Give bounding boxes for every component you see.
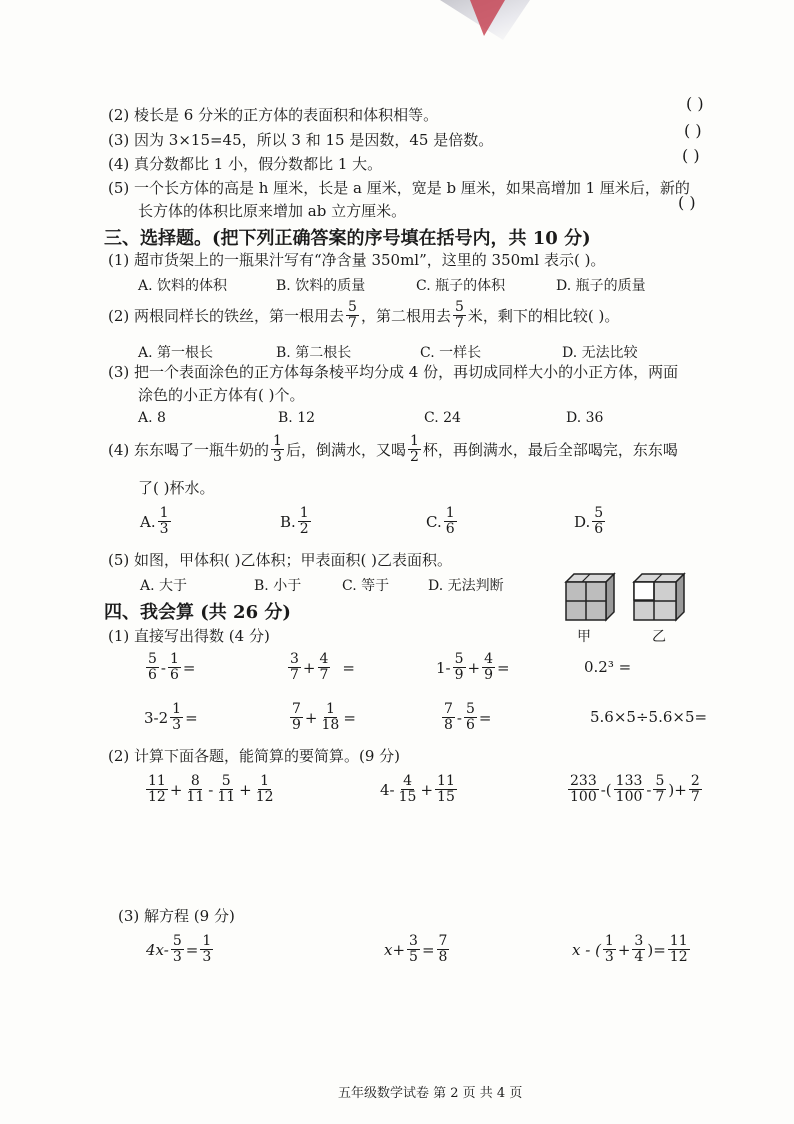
opt-label: A.	[140, 512, 156, 531]
choice-q5-opt-a[interactable]: A. 大于	[140, 578, 188, 594]
fraction: $\frac{7}{8}$	[438, 933, 448, 965]
choice-q2-frac-1: $\frac{5}{7}$	[348, 299, 357, 331]
fraction: $\frac{7}{9}$	[292, 701, 301, 733]
choice-q4-text-c: 杯，再倒满水，最后全部喝完，东东喝	[422, 441, 678, 459]
fraction: $\frac{1}{12}$	[255, 773, 274, 805]
figure-label-yi: 乙	[652, 629, 666, 645]
fraction: $\frac{1}{3}$	[604, 933, 614, 965]
choice-q3-opt-a[interactable]: A. 8	[138, 410, 166, 426]
fraction: $\frac{5}{7}$	[655, 773, 665, 805]
choice-q5-opt-d[interactable]: D. 无法判断	[428, 578, 504, 594]
fraction: $\frac{133}{100}$	[615, 773, 643, 805]
fraction: $\frac{3}{5}$	[409, 933, 418, 965]
fraction: $\frac{2}{7}$	[690, 773, 700, 805]
cube-yi-icon	[634, 574, 684, 620]
calc-heading: 四、我会算 (共 26 分)	[104, 602, 291, 623]
judge-q5-line1: (5) 一个长方体的高是 h 厘米，长是 a 厘米，宽是 b 厘米，如果高增加 1 厘米后，新的	[108, 179, 690, 197]
fraction: $\frac{5}{11}$	[217, 773, 236, 805]
fraction: $\frac{1}{3}$	[202, 933, 212, 965]
judge-q4-answer[interactable]: ( )	[682, 146, 700, 165]
judge-q5-answer[interactable]: ( )	[678, 193, 696, 212]
calc2-q3: $\frac{233}{100}$ -( $\frac{133}{100}$ - $\frac{5}{7}$ ) + $\frac{2}{7}$	[570, 773, 700, 805]
fraction: $\frac{7}{8}$	[444, 701, 453, 733]
choice-q5-opt-b[interactable]: B. 小于	[254, 578, 302, 594]
page-footer: 五年级数学试卷 第 2 页 共 4 页	[338, 1086, 523, 1101]
calc2-q2: 4- $\frac{4}{15}$ + $\frac{11}{15}$	[380, 773, 455, 805]
option-fraction: $\frac{1}{2}$	[299, 505, 309, 537]
calc-r1c4: 0.2³ =	[584, 658, 632, 676]
choice-q4-text-a: (4) 东东喝了一瓶牛奶的	[108, 441, 270, 459]
choice-q2-opt-d[interactable]: D. 无法比较	[562, 345, 638, 361]
choice-q1-opt-a[interactable]: A. 饮料的体积	[138, 278, 228, 294]
cube-jia-icon	[566, 574, 614, 620]
calc-r1c1: $\frac{5}{6}$ - $\frac{1}{6}$ =	[148, 651, 196, 683]
choice-q4-opt-c[interactable]	[426, 506, 459, 537]
fraction: $\frac{11}{12}$	[148, 773, 166, 805]
choice-q3-line1: (3) 把一个表面涂色的正方体每条棱平均分成 4 份，再切成同样大小的小正方体，两面	[108, 363, 679, 381]
calc-r2c4: 5.6×5÷5.6×5=	[590, 708, 708, 726]
choice-q3-opt-c[interactable]: C. 24	[424, 410, 461, 426]
equation-3: x - ( $\frac{1}{3}$ + $\frac{3}{4}$ ) = $\frac{11}{12}$	[572, 933, 688, 965]
choice-q1: (1) 超市货架上的一瓶果汁写有“净含量 350ml”，这里的 350ml 表示( )。	[108, 251, 606, 269]
choice-q4	[108, 434, 678, 465]
choice-q3-line2: 涂色的小正方体有( )个。	[138, 386, 305, 404]
calc2-q1: $\frac{11}{12}$ + $\frac{8}{11}$ - $\frac{5}{11}$ + $\frac{1}{12}$	[148, 773, 274, 805]
choice-q2-text-c: 米，剩下的相比较( )。	[467, 307, 620, 325]
calc-sub3: (3) 解方程 (9 分)	[118, 907, 235, 925]
judge-q3-answer[interactable]: ( )	[684, 121, 702, 140]
option-fraction: $\frac{1}{3}$	[159, 505, 169, 537]
choice-q4-frac-2: $\frac{1}{2}$	[409, 433, 419, 465]
fraction: $\frac{5}{3}$	[172, 933, 182, 965]
opt-label: D.	[574, 512, 591, 531]
fraction: $\frac{11}{15}$	[437, 773, 455, 805]
fraction: $\frac{8}{11}$	[186, 773, 205, 805]
opt-label: C.	[426, 512, 442, 531]
calc-r1c2: $\frac{3}{7}$ + $\frac{4}{7}$ =	[290, 651, 355, 683]
choice-q1-opt-b[interactable]: B. 饮料的质量	[276, 278, 366, 294]
choice-q1-opt-c[interactable]: C. 瓶子的体积	[416, 278, 506, 294]
choice-q2-text-b: ，第二根用去	[360, 307, 451, 325]
equation-1: 4x- $\frac{5}{3}$ = $\frac{1}{3}$	[146, 933, 212, 965]
opt-label: B.	[280, 512, 296, 531]
choice-q4-opt-b[interactable]	[280, 506, 313, 537]
option-fraction: $\frac{5}{6}$	[594, 505, 604, 537]
calc-sub2: (2) 计算下面各题，能简算的要简算。(9 分)	[108, 747, 401, 765]
choice-q3-opt-d[interactable]: D. 36	[566, 410, 604, 426]
judge-q2: (2) 棱长是 6 分米的正方体的表面积和体积相等。	[108, 106, 439, 124]
choice-q5-opt-c[interactable]: C. 等于	[342, 578, 390, 594]
calc-r2c1: 3-2 $\frac{1}{3}$ =	[144, 701, 198, 733]
choice-q2	[108, 300, 619, 331]
fraction: $\frac{11}{12}$	[669, 933, 688, 965]
choice-q2-text-a: (2) 两根同样长的铁丝，第一根用去	[108, 307, 345, 325]
cube-figures	[562, 572, 692, 622]
choice-heading: 三、选择题。(把下列正确答案的序号填在括号内，共 10 分)	[104, 228, 591, 249]
calc-r2c3: $\frac{7}{8}$ - $\frac{5}{6}$ =	[444, 701, 492, 733]
fraction: $\frac{3}{4}$	[634, 933, 644, 965]
choice-q3-opt-b[interactable]: B. 12	[278, 410, 316, 426]
fraction: $\frac{1}{3}$	[172, 701, 182, 733]
choice-q4-frac-1: $\frac{1}{3}$	[273, 433, 282, 465]
fraction: $\frac{1}{6}$	[170, 651, 179, 683]
choice-q5: (5) 如图，甲体积( )乙体积；甲表面积( )乙表面积。	[108, 551, 452, 569]
figure-label-jia: 甲	[577, 629, 591, 645]
choice-q4-line2: 了( )杯水。	[138, 479, 215, 497]
choice-q4-opt-d[interactable]	[574, 506, 607, 537]
calc-sub1: (1) 直接写出得数 (4 分)	[108, 627, 270, 645]
judge-q4: (4) 真分数都比 1 小，假分数都比 1 大。	[108, 155, 383, 173]
calc-r2c2: $\frac{7}{9}$ + $\frac{1}{18}$ =	[292, 701, 356, 733]
fraction: $\frac{5}{9}$	[454, 651, 464, 683]
fraction: $\frac{3}{7}$	[290, 651, 299, 683]
fraction: $\frac{4}{15}$	[398, 773, 417, 805]
judge-q5-line2: 长方体的体积比原来增加 ab 立方厘米。	[138, 202, 407, 220]
choice-q1-opt-d[interactable]: D. 瓶子的质量	[556, 278, 646, 294]
fraction: $\frac{5}{6}$	[466, 701, 475, 733]
fraction: $\frac{1}{18}$	[321, 701, 340, 733]
fraction: $\frac{5}{6}$	[148, 651, 157, 683]
option-fraction: $\frac{1}{6}$	[445, 505, 455, 537]
fraction: $\frac{233}{100}$	[570, 773, 597, 805]
judge-q3: (3) 因为 3×15=45，所以 3 和 15 是因数，45 是倍数。	[108, 131, 494, 149]
judge-q2-answer[interactable]: ( )	[686, 94, 704, 113]
choice-q2-opt-c[interactable]: C. 一样长	[420, 345, 482, 361]
choice-q2-opt-a[interactable]: A. 第一根长	[138, 345, 214, 361]
calc-r1c3: 1- $\frac{5}{9}$ + $\frac{4}{9}$ =	[436, 651, 510, 683]
fraction: $\frac{4}{7}$	[319, 651, 329, 683]
choice-q2-frac-2: $\frac{5}{7}$	[454, 299, 464, 331]
fraction: $\frac{4}{9}$	[484, 651, 494, 683]
choice-q4-text-b: 后，倒满水，又喝	[285, 441, 406, 459]
choice-q4-opt-a[interactable]	[140, 506, 173, 537]
equation-2: x+ $\frac{3}{5}$ = $\frac{7}{8}$	[384, 933, 448, 965]
choice-q2-opt-b[interactable]: B. 第二根长	[276, 345, 352, 361]
